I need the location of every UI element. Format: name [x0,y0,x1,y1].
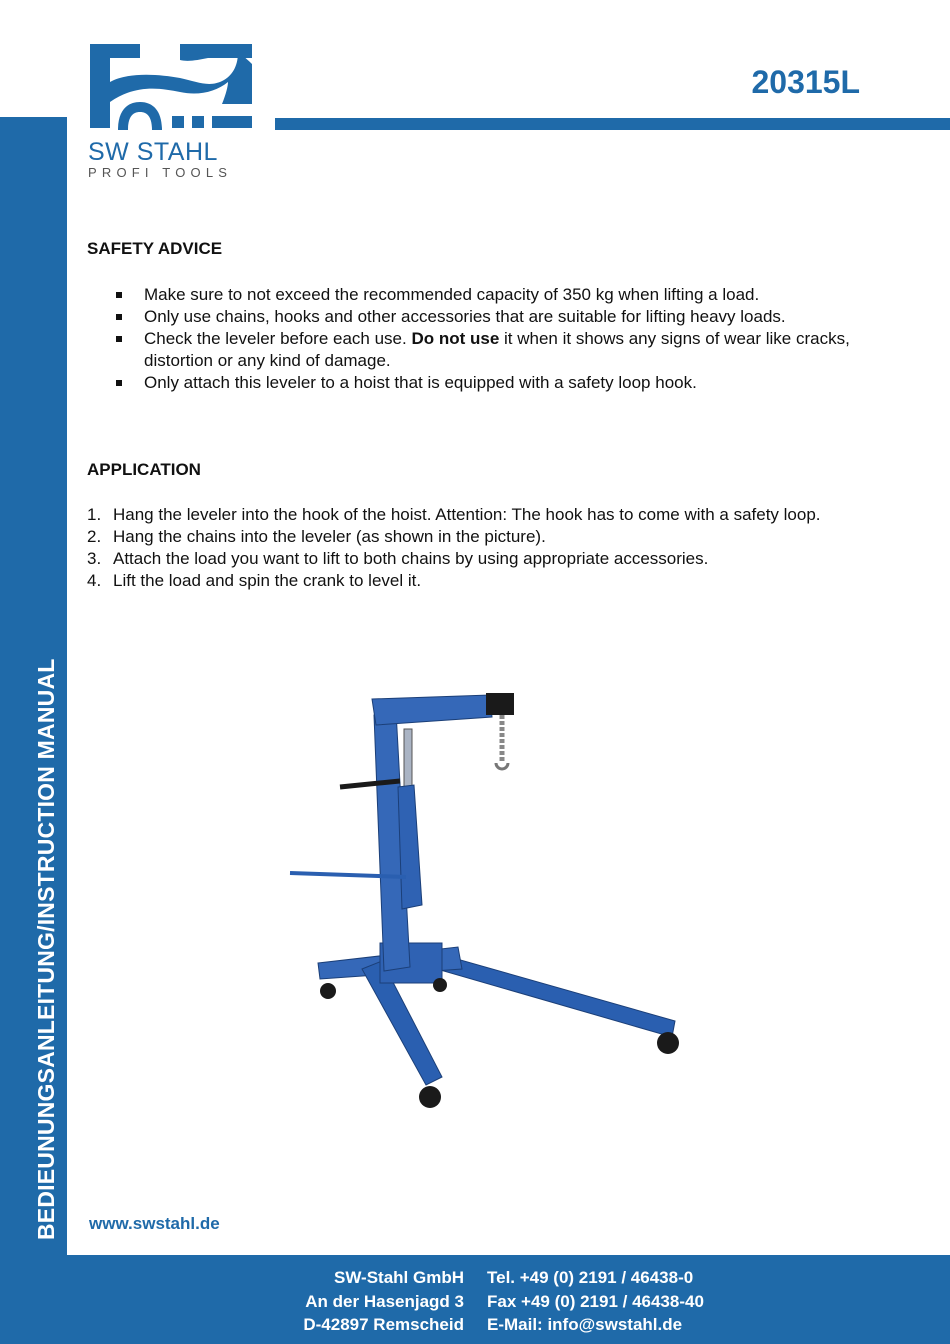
logo-name: SW STAHL [88,138,218,166]
step-item: 2. Hang the chains into the leveler (as shown in the picture). [87,527,546,546]
header-rule [275,118,950,130]
application-heading: APPLICATION [87,460,201,479]
footer-address [303,1266,464,1337]
sw-stahl-logo-icon [88,42,254,134]
website-link[interactable]: www.swstahl.de [89,1214,220,1233]
footer-contact [487,1266,704,1337]
step-item: 3. Attach the load you want to lift to both chains by using appropriate accessories. [87,549,709,568]
bullet-marker [116,380,122,386]
bullet-marker [116,292,122,298]
safety-item: Check the leveler before each use. Do not use it when it shows any signs of wear like cracks, distortion or any kind of damage. [113,328,858,372]
footer-band [0,1255,950,1344]
engine-crane-illustration [280,685,690,1115]
safety-heading: SAFETY ADVICE [87,239,223,258]
company-logo [88,42,254,182]
bullet-marker [116,336,122,342]
email-contact[interactable]: E-Mail: info@swstahl.de [487,1315,683,1334]
company-name: SW-Stahl GmbH [334,1268,464,1287]
safety-item: Only attach this leveler to a hoist that is equipped with a safety loop hook. [113,372,858,394]
manual-title-vertical: BEDIEUNUNGSANLEITUNG/INSTRUCTION MANUAL [33,658,59,1240]
fax: Fax +49 (0) 2191 / 46438-40 [487,1291,704,1311]
model-number: 20315L [751,64,860,100]
city-address: D-42897 Remscheid [303,1315,464,1334]
street-address: An der Hasenjagd 3 [305,1291,464,1311]
step-item: 1. Hang the leveler into the hook of the hoist. Attention: The hook has to come with a safety loop. [87,505,821,524]
safety-item: Make sure to not exceed the recommended capacity of 350 kg when lifting a load. [113,284,858,306]
logo-tagline: PROFI TOOLS [88,165,233,180]
bullet-marker [116,314,122,320]
step-item: 4. Lift the load and spin the crank to level it. [87,571,422,590]
product-illustration [280,685,690,1115]
safety-list [113,284,858,394]
telephone: Tel. +49 (0) 2191 / 46438-0 [487,1268,694,1287]
safety-item: Only use chains, hooks and other accessories that are suitable for lifting heavy loads. [113,306,858,328]
application-steps [87,504,832,592]
